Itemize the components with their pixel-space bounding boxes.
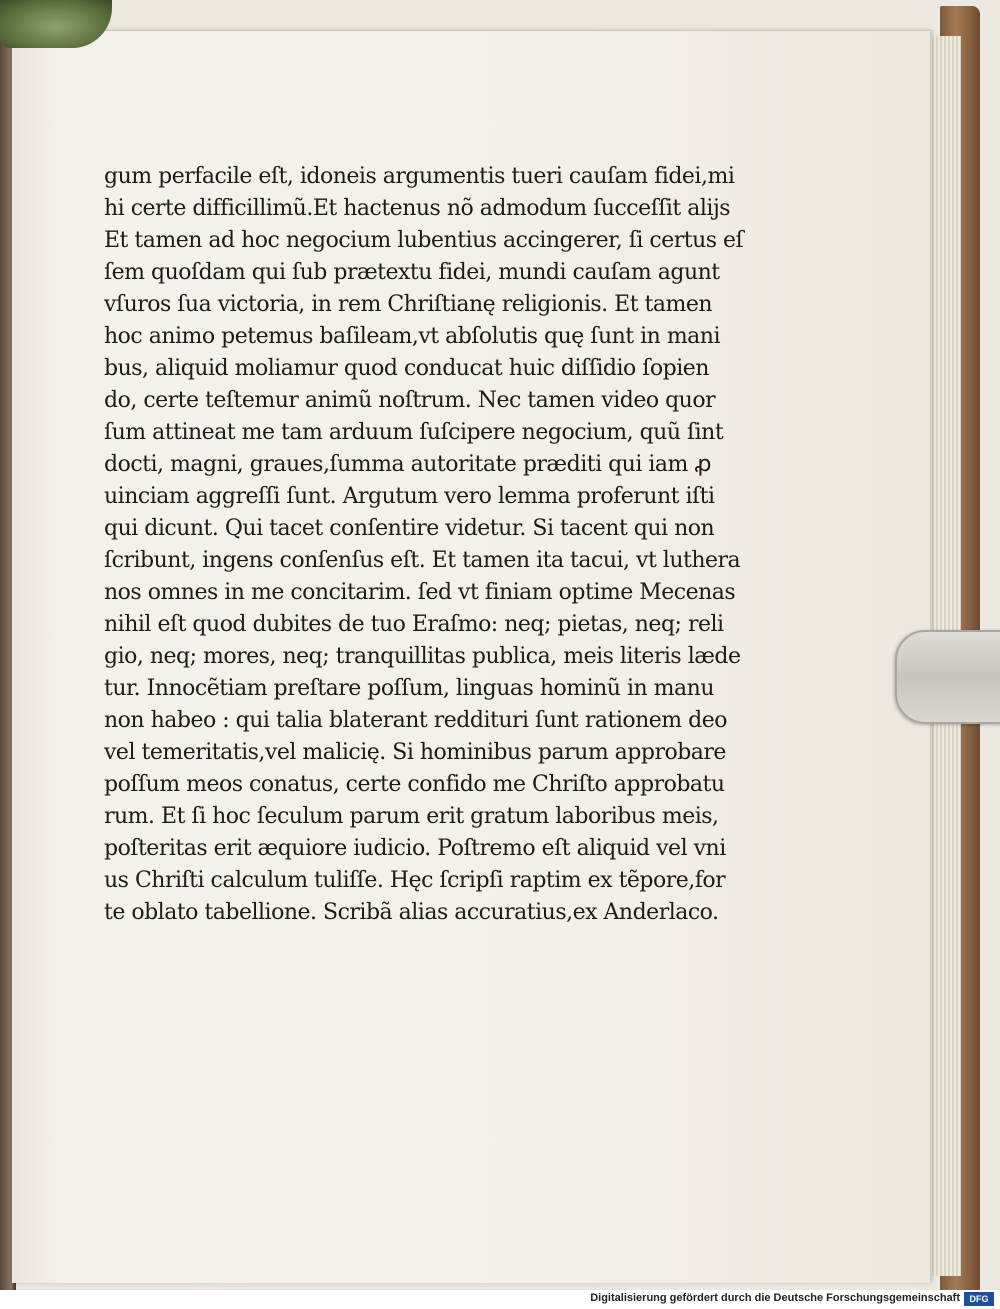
text-line: nihil eſt quod dubites de tuo Eraſmo: neq; pietas, neq; reli: [104, 612, 724, 637]
text-line: nos omnes in me concitarim. ſed vt finiam optime Mecenas: [104, 580, 736, 605]
footer-bar: [0, 1290, 1000, 1309]
book-page: [12, 30, 930, 1283]
text-line: hi certe difficillimũ.Et hactenus nõ admodum ſucceſſit alijs: [104, 196, 731, 221]
text-line: uinciam aggreſſi ſunt. Argutum vero lemma proferunt iſti: [104, 484, 715, 509]
text-line: docti, magni, graues,ſumma autoritate præditi qui iam ꝓ: [104, 452, 711, 477]
text-line: gio, neq; mores, neq; tranquillitas publica, meis literis læde: [104, 644, 741, 669]
text-line: tur. Innocẽtiam preſtare poſſum, linguas hominũ in manu: [104, 676, 714, 701]
funding-credit: Digitalisierung gefördert durch die Deutsche Forschungsgemeinschaft: [590, 1292, 960, 1304]
text-line: rum. Et ſi hoc ſeculum parum erit gratum laboribus meis,: [104, 804, 719, 829]
text-line: gum perfacile eſt, idoneis argumentis tueri cauſam fidei,mi: [104, 164, 735, 189]
text-line: us Chriſti calculum tuliſſe. Hęc ſcripſi raptim ex tẽpore,for: [104, 868, 726, 893]
text-line: ſem quoſdam qui ſub prætextu fidei, mundi cauſam agunt: [104, 260, 720, 285]
text-line: bus, aliquid moliamur quod conducat huic diſſidio ſopien: [104, 356, 709, 381]
text-line: ſcribunt, ingens conſenſus eſt. Et tamen ita tacui, vt luthera: [104, 548, 741, 573]
text-line: non habeo : qui talia blaterant reddituri ſunt rationem deo: [104, 708, 728, 733]
text-line: qui dicunt. Qui tacet conſentire videtur. Si tacent qui non: [104, 516, 715, 541]
page-clip: [895, 630, 1000, 724]
text-line: do, certe teſtemur animũ noſtrum. Nec tamen video quor: [104, 388, 716, 413]
dfg-logo-icon: DFG: [964, 1292, 994, 1306]
text-line: ſum attineat me tam arduum ſuſcipere negocium, quũ ſint: [104, 420, 724, 445]
text-line: te oblato tabellione. Scribã alias accuratius,ex Anderlaco.: [104, 900, 719, 925]
text-line: Et tamen ad hoc negocium lubentius accingerer, ſi certus eſ: [104, 228, 744, 253]
text-line: hoc animo petemus baſileam,vt abſolutis quę ſunt in mani: [104, 324, 721, 349]
text-line: vſuros ſua victoria, in rem Chriſtianę religionis. Et tamen: [104, 292, 713, 317]
text-line: vel temeritatis,vel malicię. Si hominibus parum approbare: [104, 740, 726, 765]
text-line: poſſum meos conatus, certe confido me Chriſto approbatu: [104, 772, 725, 797]
text-block: [104, 161, 794, 929]
text-line: poſteritas erit æquiore iudicio. Poſtremo eſt aliquid vel vni: [104, 836, 726, 861]
